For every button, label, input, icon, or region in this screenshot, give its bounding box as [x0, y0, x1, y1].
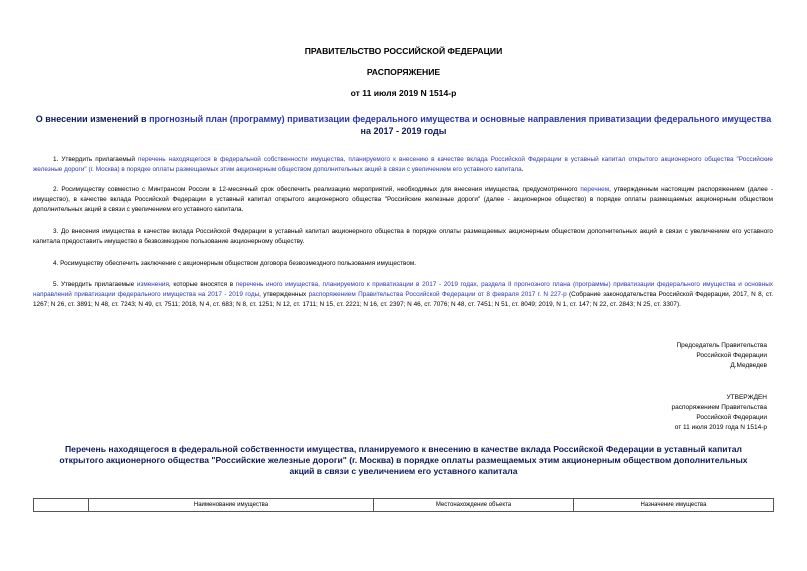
paragraph-3: [33, 227, 773, 247]
approval-line-3: от 11 июля 2019 года N 1514-р: [674, 424, 767, 431]
list-title: Перечень находящегося в федеральной собственности имущества, планируемого к внесению в качестве вклада Российской Федерации в уставный капитал открытого акционерного общества "Российские железные дороги" (г. Москва) в порядке оплаты размещаемых этим акционерным обществом дополнительных акций в связи с увеличением его уставного капитала: [59, 444, 748, 476]
approval-label: УТВЕРЖДЕН: [726, 394, 767, 401]
header-cell-purpose: Назначение имущества: [574, 499, 774, 512]
p5-text-c: , утвержденных: [259, 291, 309, 298]
p1-text-b: .: [521, 166, 524, 173]
paragraph-1: [33, 155, 773, 175]
p5-order-link[interactable]: распоряжением Правительства Российской Федерации от 8 февраля 2017 г. N 227-р: [308, 291, 567, 298]
p4-text: 4. Росимуществу обеспечить заключение с акционерным обществом договора безвозмездного пользования имуществом.: [53, 260, 417, 267]
header-cell-location: Местонахождение объекта: [374, 499, 574, 512]
header-cell-number: [34, 499, 89, 512]
p5-changes-link[interactable]: изменения: [136, 281, 169, 288]
approval-block: [597, 393, 767, 433]
p1-list-link[interactable]: перечень находящегося в федеральной собственности имущества, планируемого к внесению в качестве вклада Российской Федерации в уставный капитал открытого акционерного общества "Российские железные дороги" (г. Москва) в порядке оплаты размещаемых этим акционерным обществом дополнительных акций в связи с увеличением его уставного капитала: [33, 156, 773, 173]
title-suffix: на 2017 - 2019 годы: [360, 126, 447, 136]
p2-list-link[interactable]: перечнем: [580, 186, 610, 193]
signature-position-2: Российской Федерации: [696, 352, 767, 359]
p1-text-a: 1. Утвердить прилагаемый: [53, 156, 138, 163]
approval-line-1: распоряжением Правительства: [671, 404, 767, 411]
p5-property-list-link[interactable]: перечень иного имущества, планируемого к приватизации в 2017 - 2019 годах, раздела II прогнозного плана (программы) приватизации федерального имущества и основных направлений приватизации федерального имущества на 2017 - 2019 годы: [33, 281, 773, 298]
p5-text-a: 5. Утвердить прилагаемые: [53, 281, 137, 288]
paragraph-5: [33, 280, 773, 310]
document-type-heading: РАСПОРЯЖЕНИЕ: [366, 67, 441, 77]
p2-text-b: , утвержденным настоящим распоряжением (далее - имущество), в качестве вклада Российской Федерации в уставный капитал открытого акционерного общества "Российские железные дороги" (далее - акционерное общество) в порядке оплаты размещаемых акционерным обществом дополнительных акций в связи с увеличением его уставного капитала.: [33, 186, 773, 213]
paragraph-4: [33, 259, 773, 269]
p5-text-b: , которые вносятся в: [168, 281, 236, 288]
signature-position-1: Председатель Правительства: [676, 342, 767, 349]
document-title: [30, 113, 777, 137]
header-cell-name: Наименование имущества: [89, 499, 374, 512]
title-link[interactable]: прогнозный план (программу) приватизации федерального имущества и основные направления приватизации федерального имущества: [149, 114, 772, 124]
government-heading: ПРАВИТЕЛЬСТВО РОССИЙСКОЙ ФЕДЕРАЦИИ: [304, 46, 503, 56]
property-table: [33, 498, 774, 512]
signature-name: Д.Медведев: [730, 362, 767, 369]
p3-text: 3. До внесения имущества в качестве вклада Российской Федерации в уставный капитал акционерного общества в порядке оплаты размещаемых акционерным обществом дополнительных акций в связи с увеличением его уставного капитала предоставить имущество в безвозмездное пользование акционерному обществу.: [33, 228, 773, 245]
signature-block: [597, 341, 767, 371]
paragraph-2: [33, 185, 773, 215]
document-date: от 11 июля 2019 N 1514-р: [350, 88, 457, 98]
title-prefix: О внесении изменений в: [35, 114, 150, 124]
p5-text-d: (Собрание законодательства Российской Федерации, 2017, N 8, ст. 1267; N 26, ст. 3891; N 48, ст. 7243; N 49, ст. 7511; 2018, N 4, ст. 683; N 8, ст. 1251; N 12, ст. 1711; N 15, ст. 2221; N 16, ст. 2397; N 46, ст. 7076; N 48, ст. 7451; N 51, ст. 8049; 2019, N 1, ст. 147; N 22, ст. 2843; N 25, ст. 3307).: [33, 291, 773, 308]
p2-text-a: 2. Росимуществу совместно с Минтрансом России в 12-месячный срок обеспечить реализацию мероприятий, необходимых для внесения имущества, предусмотренного: [53, 186, 581, 193]
approval-line-2: Российской Федерации: [696, 414, 767, 421]
table-header-row: [34, 499, 774, 512]
